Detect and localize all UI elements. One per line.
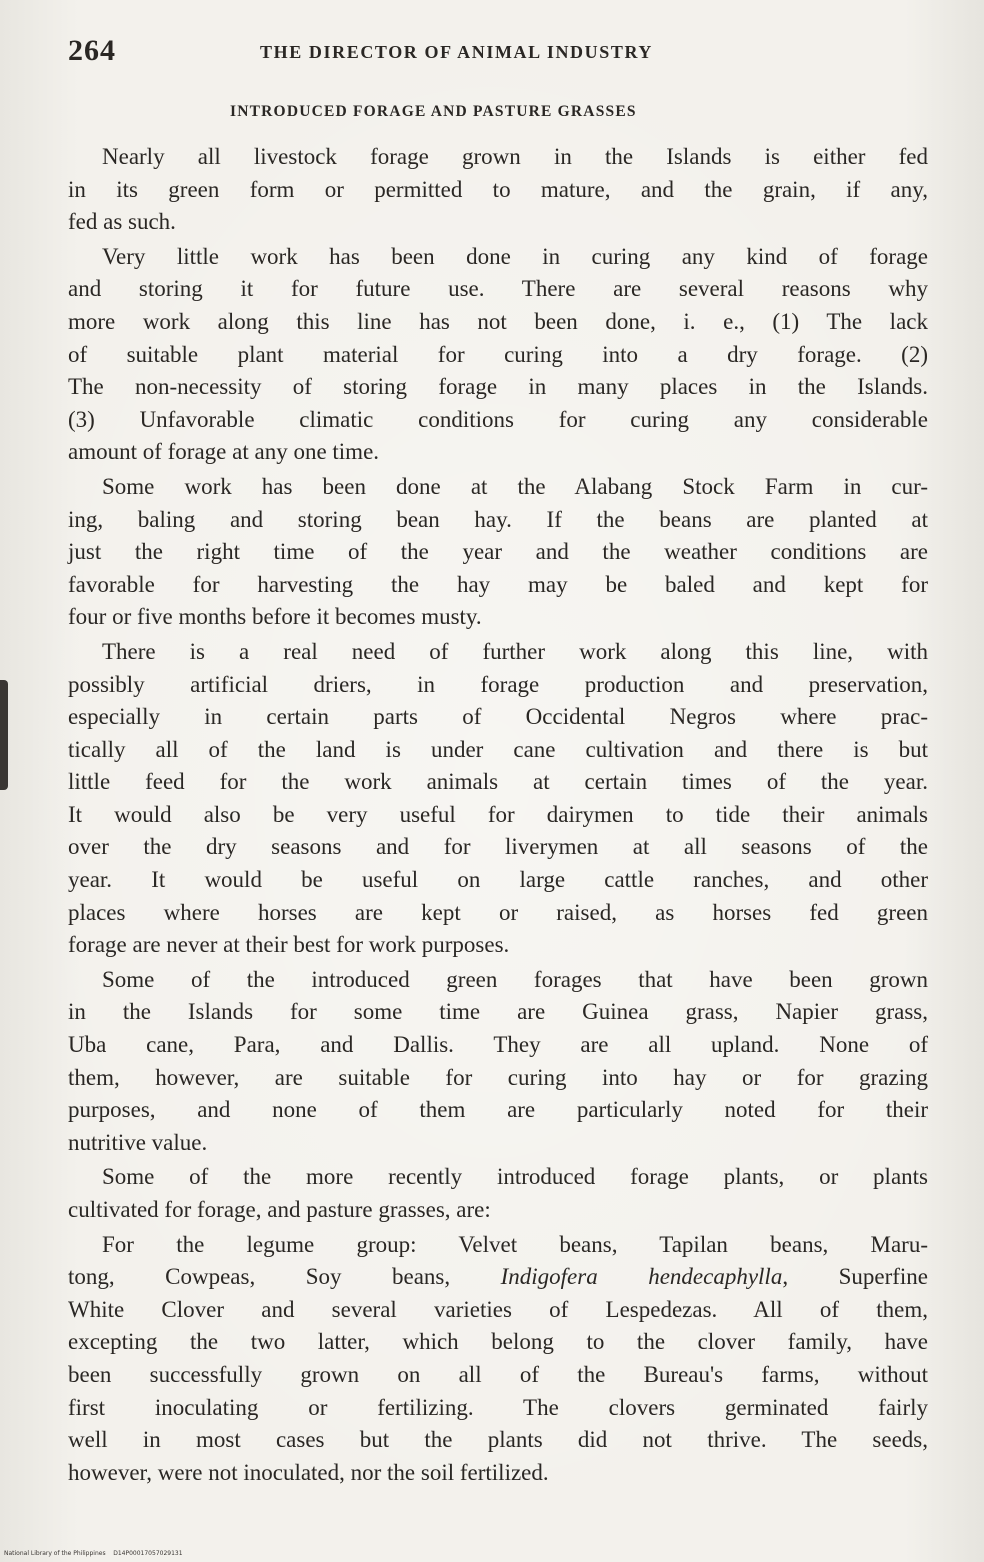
text-line: tically all of the land is under cane cultivation and there is but xyxy=(68,736,928,762)
text-line: little feed for the work animals at certain times of the year. xyxy=(68,769,928,795)
paragraph-3 xyxy=(68,471,928,634)
text-line: nutritive value. xyxy=(68,1129,208,1155)
id-text: D14P00017057029131 xyxy=(113,1550,183,1557)
page-header xyxy=(68,34,928,74)
text-line: amount of forage at any one time. xyxy=(68,439,380,465)
text-line-with-italic xyxy=(68,1261,928,1294)
text-line: in the Islands for some time are Guinea grass, Napier grass, xyxy=(68,999,928,1025)
body-text xyxy=(68,141,928,1491)
text-line: Some of the introduced green forages that have been grown xyxy=(102,966,928,992)
paragraph-7 xyxy=(68,1229,928,1490)
text-line: Some of the more recently introduced forage plants, or plants xyxy=(102,1164,928,1190)
text-line: Some work has been done at the Alabang Stock Farm in cur- xyxy=(102,473,928,499)
text-line: For the legume group: Velvet beans, Tapilan beans, Maru- xyxy=(102,1231,928,1257)
text-line: however, were not inoculated, nor the soil fertilized. xyxy=(68,1459,549,1485)
text-line: Nearly all livestock forage grown in the Islands is either fed xyxy=(102,144,928,169)
text-line: in its green form or permitted to mature, and the grain, if any, xyxy=(68,176,928,202)
text-line: cultivated for forage, and pasture grasses, are: xyxy=(68,1197,491,1222)
text-line: favorable for harvesting the hay may be baled and kept for xyxy=(68,571,928,597)
text-line: first inoculating or fertilizing. The clovers germinated fairly xyxy=(68,1394,928,1420)
page-number: 264 xyxy=(68,34,116,67)
text-line: over the dry seasons and for liverymen at all seasons of the xyxy=(68,834,928,860)
text-line: excepting the two latter, which belong to the clover family, have xyxy=(68,1329,928,1355)
page-edge-shadow xyxy=(0,680,8,790)
paragraph-1 xyxy=(68,141,928,239)
text-fragment: , Superfine xyxy=(782,1264,928,1290)
text-line: Very little work has been done in curing any kind of forage xyxy=(102,243,928,269)
text-line: possibly artificial driers, in forage production and preservation, xyxy=(68,671,928,697)
text-line: There is a real need of further work along this line, with xyxy=(102,638,928,664)
text-line: more work along this line has not been done, i. e., (1) The lack xyxy=(68,308,928,334)
text-line: them, however, are suitable for curing into hay or for grazing xyxy=(68,1064,928,1090)
text-line: especially in certain parts of Occidental Negros where prac- xyxy=(68,704,928,730)
footer-strip xyxy=(4,1550,183,1557)
text-line: places where horses are kept or raised, as horses fed green xyxy=(68,899,928,925)
text-line: year. It would be useful on large cattle ranches, and other xyxy=(68,867,928,893)
text-line: White Clover and several varieties of Lespedezas. All of them, xyxy=(68,1296,928,1322)
section-title: INTRODUCED FORAGE AND PASTURE GRASSES xyxy=(230,103,637,120)
text-line: fed as such. xyxy=(68,209,176,235)
paragraph-4 xyxy=(68,636,928,962)
text-line: forage are never at their best for work purposes. xyxy=(68,932,510,958)
text-line: Uba cane, Para, and Dallis. They are all upland. None of xyxy=(68,1032,928,1058)
text-line: well in most cases but the plants did not thrive. The seeds, xyxy=(68,1427,928,1453)
paragraph-5 xyxy=(68,964,928,1160)
text-line: been successfully grown on all of the Bureau's farms, without xyxy=(68,1361,928,1387)
paragraph-6 xyxy=(68,1161,928,1226)
text-line: It would also be very useful for dairymen to tide their animals xyxy=(68,801,928,827)
text-line: just the right time of the year and the weather conditions are xyxy=(68,539,928,565)
text-line: (3) Unfavorable climatic conditions for curing any considerable xyxy=(68,406,928,432)
paragraph-2 xyxy=(68,241,928,469)
text-line: purposes, and none of them are particularly noted for their xyxy=(68,1097,928,1123)
running-head: THE DIRECTOR OF ANIMAL INDUSTRY xyxy=(260,42,654,62)
text-line: The non-necessity of storing forage in many places in the Islands. xyxy=(68,374,928,400)
text-line: and storing it for future use. There are several reasons why xyxy=(68,276,928,302)
library-text: National Library of the Philippines xyxy=(4,1550,106,1557)
species-name-italic: Indigofera hendecaphylla xyxy=(500,1264,783,1290)
text-line: ing, baling and storing bean hay. If the beans are planted at xyxy=(68,506,928,532)
text-fragment: tong, Cowpeas, Soy beans, xyxy=(68,1264,501,1290)
text-line: four or five months before it becomes musty. xyxy=(68,604,482,630)
text-line: of suitable plant material for curing into a dry forage. (2) xyxy=(68,341,928,367)
